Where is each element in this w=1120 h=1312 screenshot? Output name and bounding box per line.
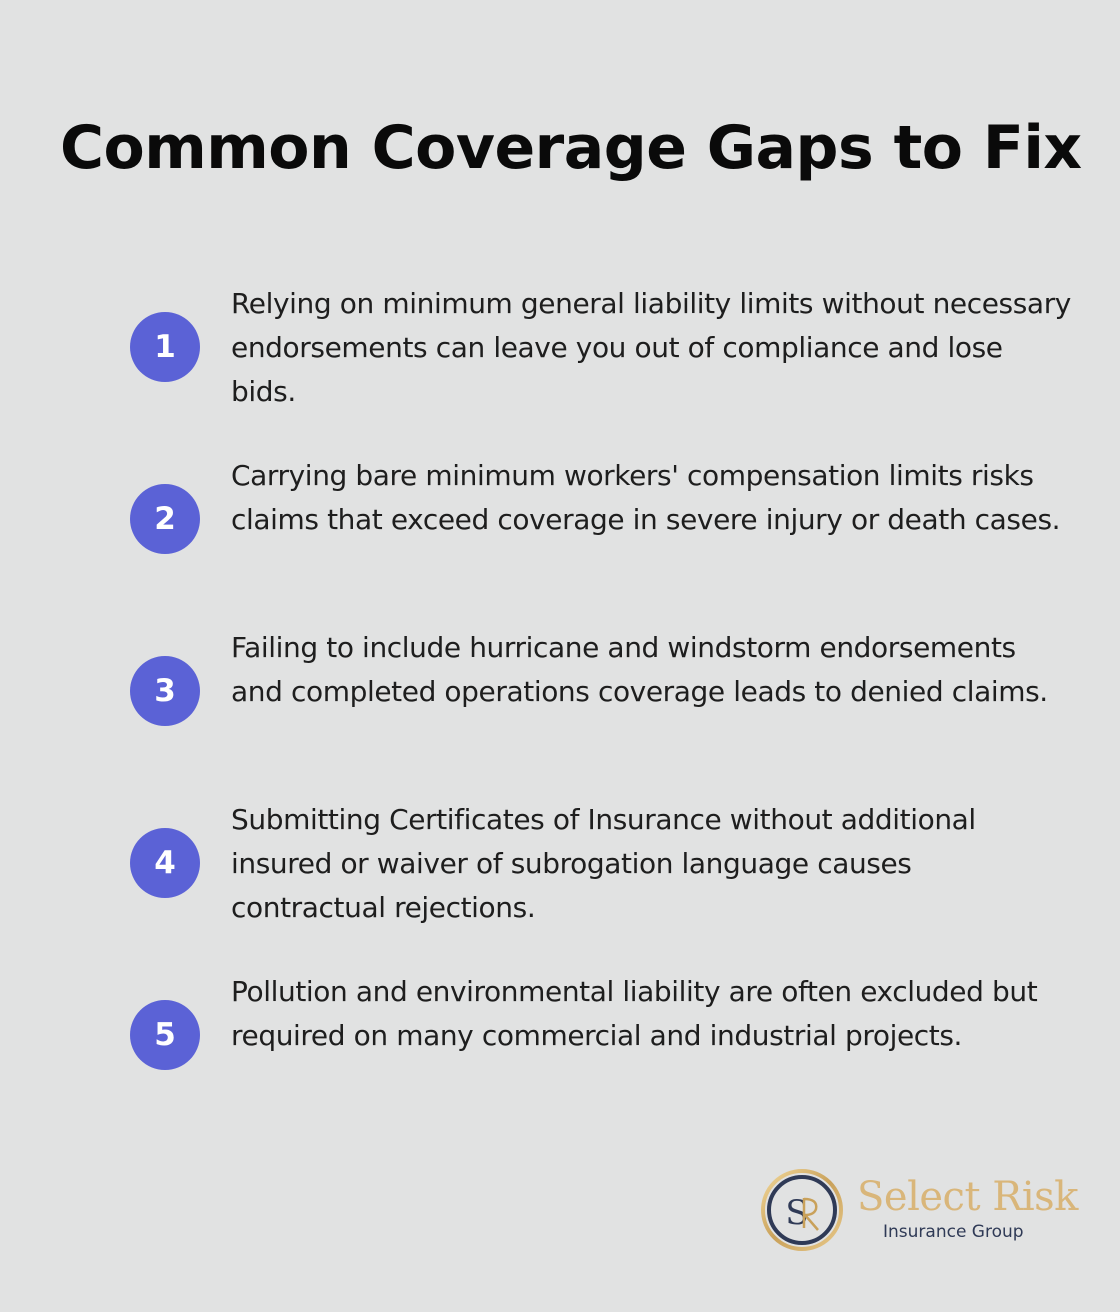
list-item (0, 798, 1120, 930)
list-item-text: Failing to include hurricane and windstorm endorsements and completed operations coverage leads to denied claims. (231, 631, 1048, 708)
list-item (0, 970, 1120, 1102)
number-badge: 2 (130, 484, 200, 554)
select-risk-monogram-icon (760, 1168, 844, 1252)
number-badge: 5 (130, 1000, 200, 1070)
number-badge: 4 (130, 828, 200, 898)
number-badge: 3 (130, 656, 200, 726)
list-item (0, 626, 1120, 758)
logo-name: Select Risk (857, 1174, 1078, 1220)
list-item-text: Submitting Certificates of Insurance without additional insured or waiver of subrogation language causes contractual rejections. (231, 803, 976, 924)
list-item-text: Carrying bare minimum workers' compensation limits risks claims that exceed coverage in severe injury or death cases. (231, 459, 1061, 536)
logo-tagline: Insurance Group (883, 1222, 1024, 1242)
number-badge: 1 (130, 312, 200, 382)
list-item-text: Relying on minimum general liability limits without necessary endorsements can leave you out of compliance and lose bids. (231, 287, 1071, 408)
list-item-text: Pollution and environmental liability are often excluded but required on many commercial and industrial projects. (231, 975, 1038, 1052)
list-item (0, 282, 1120, 414)
list-item (0, 454, 1120, 586)
monogram-s: S (785, 1193, 809, 1233)
page-title: Common Coverage Gaps to Fix (60, 113, 1082, 183)
company-logo (760, 1168, 1078, 1258)
